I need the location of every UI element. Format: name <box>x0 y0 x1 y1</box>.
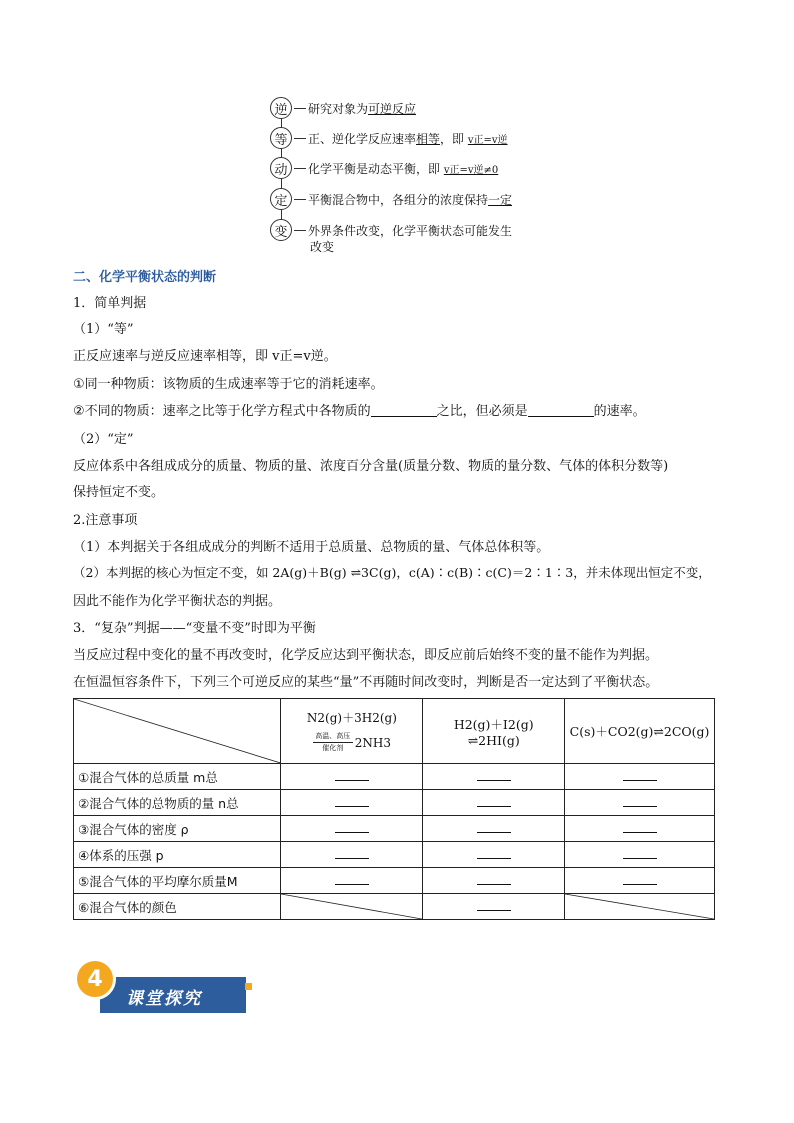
paragraph: （1）本判据关于各组成成分的判断不适用于总质量、总物质的量、气体总体积等。 <box>73 540 550 555</box>
table-row <box>74 842 715 868</box>
row-label: ④体系的压强 p <box>74 842 281 868</box>
answer-blank[interactable] <box>335 796 369 807</box>
paragraph: 反应体系中各组成成分的质量、物质的量、浓度百分含量(质量分数、物质的量分数、气体的体积分数等) <box>73 459 669 474</box>
feature-text: 外界条件改变，化学平衡状态可能发生 <box>308 223 513 238</box>
heading-notes: 2.注意事项 <box>73 513 138 528</box>
answer-blank <box>371 404 437 417</box>
feature-char: 变 <box>270 219 292 241</box>
feature-text: 平衡混合物中，各组分的浓度保持一定 <box>308 192 513 207</box>
answer-blank <box>528 404 594 417</box>
crossed-out-cell <box>281 894 423 920</box>
answer-blank[interactable] <box>335 874 369 885</box>
answer-blank[interactable] <box>623 770 657 781</box>
answer-blank[interactable] <box>623 822 657 833</box>
answer-blank[interactable] <box>477 874 511 885</box>
feature-bian <box>270 218 512 242</box>
paragraph: （2）本判据的核心为恒定不变，如 2A(g)＋B(g) ⇌3C(g)，c(A)∶c(B)∶c(C)＝2∶1∶3，并未体现出恒定不变， <box>73 565 711 580</box>
answer-blank[interactable] <box>623 796 657 807</box>
subheading-constant: （2）“定” <box>73 432 134 447</box>
row-label: ⑥混合气体的颜色 <box>74 894 281 920</box>
answer-blank[interactable] <box>335 822 369 833</box>
answer-blank[interactable] <box>335 770 369 781</box>
paragraph: 在恒温恒容条件下，下列三个可逆反应的某些“量”不再随时间改变时，判断是否一定达到了平衡状态。 <box>73 675 659 690</box>
feature-char: 逆 <box>270 97 292 119</box>
badge-accent <box>245 983 252 990</box>
paragraph: ①同一种物质：该物质的生成速率等于它的消耗速率。 <box>73 377 384 392</box>
table-header-hi: H2(g)＋I2(g) ⇌2HI(g) <box>423 699 565 764</box>
feature-dong <box>270 156 498 180</box>
answer-blank[interactable] <box>477 822 511 833</box>
heading-simple-criteria: 1．简单判据 <box>73 296 147 311</box>
answer-blank[interactable] <box>335 848 369 859</box>
feature-char: 等 <box>270 127 292 149</box>
answer-blank[interactable] <box>477 770 511 781</box>
feature-char: 动 <box>270 157 292 179</box>
section-number-badge: 4 <box>74 958 116 1000</box>
row-label: ③混合气体的密度 ρ <box>74 816 281 842</box>
row-label: ①混合气体的总质量 m总 <box>74 764 281 790</box>
answer-blank[interactable] <box>477 796 511 807</box>
answer-blank[interactable] <box>477 848 511 859</box>
table-row <box>74 790 715 816</box>
table-row <box>74 764 715 790</box>
feature-ding <box>270 187 512 211</box>
table-corner-cell <box>74 699 281 764</box>
feature-deng <box>270 126 508 150</box>
answer-blank[interactable] <box>477 900 511 911</box>
section-badge-title: 课堂探究 <box>126 989 202 1009</box>
heading-complex-criteria: 3．“复杂”判据——“变量不变”时即为平衡 <box>73 621 316 636</box>
feature-text: 化学平衡是动态平衡，即 v正=v逆≠0 <box>308 161 499 176</box>
crossed-out-cell <box>565 894 715 920</box>
feature-text-cont: 改变 <box>310 240 335 254</box>
table-header-co: C(s)＋CO2(g)⇌2CO(g) <box>565 699 715 764</box>
answer-blank[interactable] <box>623 848 657 859</box>
section-title: 二、化学平衡状态的判断 <box>73 270 217 285</box>
table-header-ammonia: N2(g)＋3H2(g) 高温、高压 催化剂 2NH3 <box>281 699 423 764</box>
paragraph-with-blanks: ②不同的物质：速率之比等于化学方程式中各物质的 之比，但必须是 的速率。 <box>73 404 646 419</box>
feature-text: 研究对象为可逆反应 <box>308 101 417 116</box>
row-label: ②混合气体的总物质的量 n总 <box>74 790 281 816</box>
paragraph: 当反应过程中变化的量不再改变时，化学反应达到平衡状态，即反应前后始终不变的量不能作为判据。 <box>73 648 659 663</box>
paragraph: 正反应速率与逆反应速率相等，即 v正=v逆。 <box>73 349 337 364</box>
table-row <box>74 868 715 894</box>
table-row <box>74 894 715 920</box>
table-row <box>74 816 715 842</box>
row-label: ⑤混合气体的平均摩尔质量M <box>74 868 281 894</box>
feature-ni <box>270 96 416 120</box>
answer-blank[interactable] <box>623 874 657 885</box>
subheading-equal: （1）“等” <box>73 322 134 337</box>
paragraph: 保持恒定不变。 <box>73 485 165 500</box>
criteria-table <box>73 698 715 920</box>
feature-char: 定 <box>270 188 292 210</box>
feature-text: 正、逆化学反应速率相等，即 v正=v逆 <box>308 131 508 146</box>
paragraph: 因此不能作为化学平衡状态的判据。 <box>73 594 282 609</box>
